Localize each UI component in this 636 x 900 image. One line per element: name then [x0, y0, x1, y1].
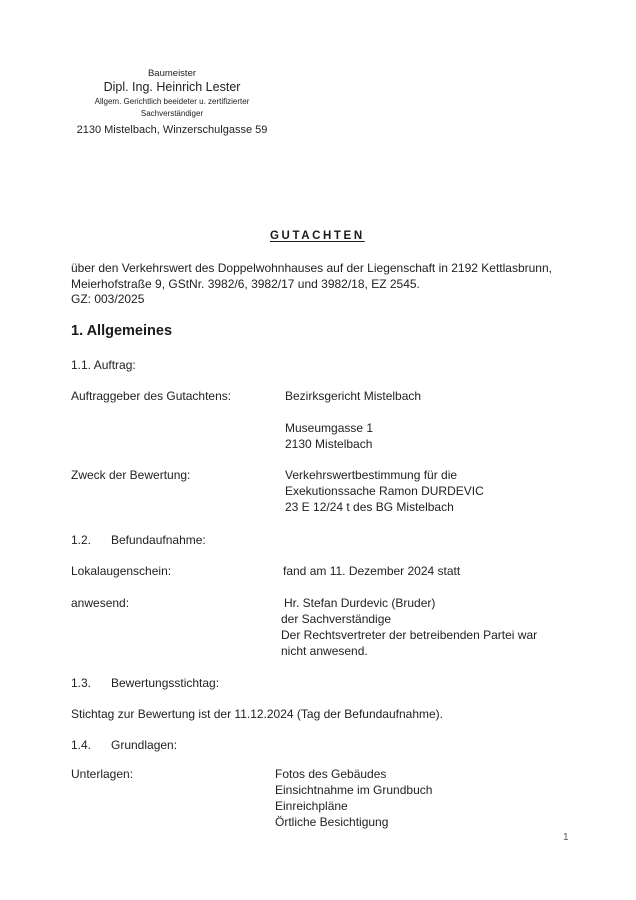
auftraggeber-line-3: 2130 Mistelbach [285, 437, 373, 451]
zweck-line-3: 23 E 12/24 t des BG Mistelbach [285, 500, 454, 514]
section-heading-allgemeines: 1. Allgemeines [71, 323, 173, 339]
anwesend-line-4: nicht anwesend. [281, 644, 368, 658]
auftraggeber-line-1: Bezirksgericht Mistelbach [285, 389, 422, 403]
subsection-befund-heading: Befundaufnahme: [111, 533, 206, 547]
subsection-stichtag-number: 1.3. [71, 676, 92, 690]
letterhead-role: Baumeister [147, 68, 197, 79]
unterlagen-line-3: Einreichpläne [275, 799, 348, 813]
anwesend-label: anwesend: [71, 596, 130, 610]
anwesend-line-1: Hr. Stefan Durdevic (Bruder) [284, 596, 436, 610]
document-title: GUTACHTEN [270, 230, 365, 242]
auftraggeber-label: Auftraggeber des Gutachtens: [71, 389, 232, 403]
subsection-befund-number: 1.2. [71, 533, 92, 547]
stichtag-text: Stichtag zur Bewertung ist der 11.12.2024 (Tag der Befundaufnahme). [71, 707, 444, 721]
subsection-grundlagen-heading: Grundlagen: [111, 738, 178, 752]
subsection-grundlagen-number: 1.4. [71, 738, 92, 752]
zweck-line-2: Exekutionssache Ramon DURDEVIC [285, 484, 484, 498]
letterhead-name: Dipl. Ing. Heinrich Lester [103, 80, 241, 94]
intro-line-1: über den Verkehrswert des Doppelwohnhauses auf der Liegenschaft in 2192 Kettlasbrunn, [71, 261, 552, 275]
anwesend-line-3: Der Rechtsvertreter der betreibenden Partei war [281, 628, 538, 642]
letterhead-address: 2130 Mistelbach, Winzerschulgasse 59 [76, 124, 268, 136]
anwesend-line-2: der Sachverständige [281, 612, 392, 626]
unterlagen-label: Unterlagen: [71, 767, 134, 781]
intro-line-2: Meierhofstraße 9, GStNr. 3982/6, 3982/17 und 3982/18, EZ 2545. [71, 277, 420, 291]
unterlagen-line-4: Örtliche Besichtigung [275, 815, 389, 829]
letterhead-certification-2: Sachverständiger [140, 109, 204, 118]
zweck-label: Zweck der Bewertung: [71, 468, 191, 482]
lokalaugenschein-value: fand am 11. Dezember 2024 statt [283, 564, 461, 578]
subsection-auftrag-heading: 1.1. Auftrag: [71, 358, 136, 372]
intro-gz: GZ: 003/2025 [71, 292, 145, 306]
lokalaugenschein-label: Lokalaugenschein: [71, 564, 172, 578]
page-number: 1 [563, 832, 569, 843]
unterlagen-line-1: Fotos des Gebäudes [275, 767, 387, 781]
unterlagen-line-2: Einsichtnahme im Grundbuch [275, 783, 433, 797]
letterhead-certification-1: Allgem. Gerichtlich beeideter u. zertifizierter [94, 97, 250, 106]
zweck-line-1: Verkehrswertbestimmung für die [285, 468, 458, 482]
auftraggeber-line-2: Museumgasse 1 [285, 421, 374, 435]
subsection-stichtag-heading: Bewertungsstichtag: [111, 676, 220, 690]
